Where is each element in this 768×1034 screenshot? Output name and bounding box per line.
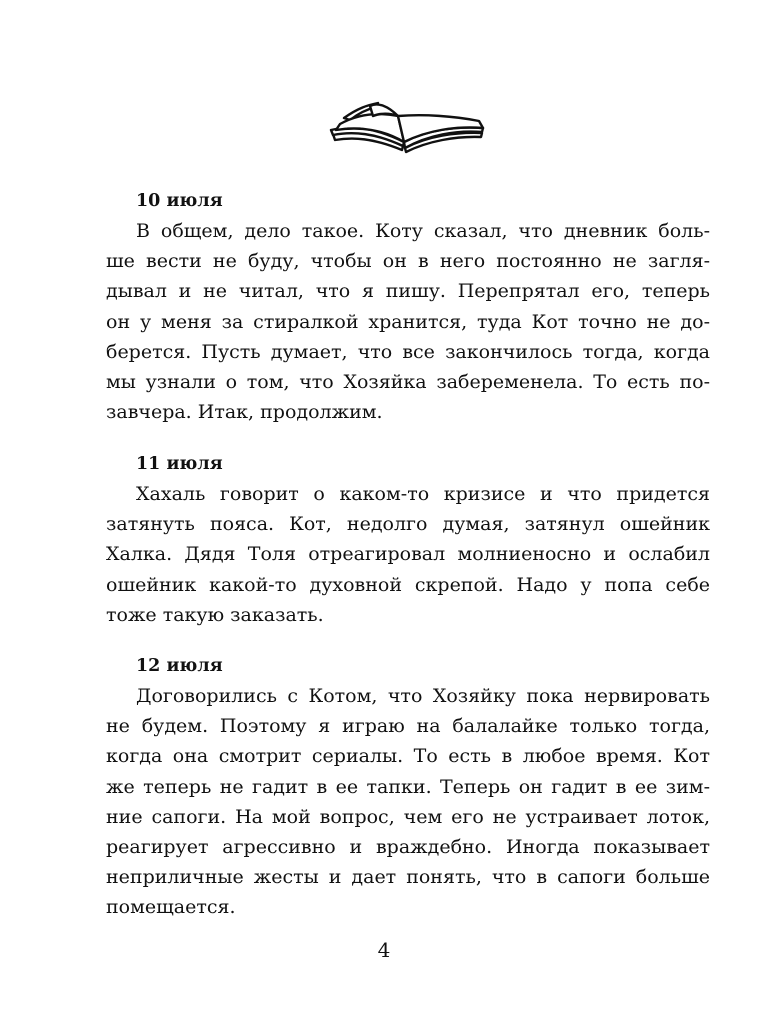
text-line: Хахаль говорит о каком-то кризисе и что придется <box>136 483 710 505</box>
open-book-icon <box>328 100 488 155</box>
text-line: мы узнали о том, что Хозяйка забеременела. То есть по- <box>106 371 710 394</box>
text-line: тоже такую заказать. <box>106 603 324 626</box>
text-line: реагирует агрессивно и враждебно. Иногда показывает <box>106 836 710 859</box>
text-line: помещается. <box>106 896 236 919</box>
page-number: 4 <box>377 938 391 962</box>
text-line: Халка. Дядя Толя отреагировал молниеносно и ослабил <box>106 543 710 566</box>
text-line: ние сапоги. На мой вопрос, чем его не устраивает лоток, <box>106 805 710 828</box>
text-line: ошейник какой-то духовной скрепой. Надо у попа себе <box>106 573 710 596</box>
entry-date: 10 июля <box>136 191 223 211</box>
text-line: завчера. Итак, продолжим. <box>106 401 383 424</box>
text-line: когда она смотрит сериалы. То есть в любое время. Кот <box>106 745 710 768</box>
text-line: В общем, дело такое. Коту сказал, что дневник боль- <box>136 220 710 242</box>
text-line: он у меня за стиралкой хранится, туда Кот точно не до- <box>106 310 710 333</box>
diary-entry <box>106 651 710 923</box>
text-line: берется. Пусть думает, что все закончилось тогда, когда <box>106 340 710 363</box>
text-line: неприличные жесты и дает понять, что в сапоги больше <box>106 866 710 889</box>
entry-date: 11 июля <box>136 454 223 474</box>
text-line: не будем. Поэтому я играю на балалайке только тогда, <box>106 715 710 738</box>
text-line: же теперь не гадит в ее тапки. Теперь он гадит в ее зим- <box>106 775 710 798</box>
text-line: дывал и не читал, что я пишу. Перепрятал его, теперь <box>106 280 710 303</box>
entry-date: 12 июля <box>136 656 223 676</box>
text-line: затянуть пояса. Кот, недолго думая, затянул ошейник <box>106 513 710 536</box>
diary-entry <box>106 449 710 630</box>
text-line: ше вести не буду, чтобы он в него постоянно не загля- <box>106 250 710 273</box>
text-line: Договорились с Котом, что Хозяйку пока нервировать <box>136 685 710 707</box>
diary-entry <box>106 186 710 427</box>
